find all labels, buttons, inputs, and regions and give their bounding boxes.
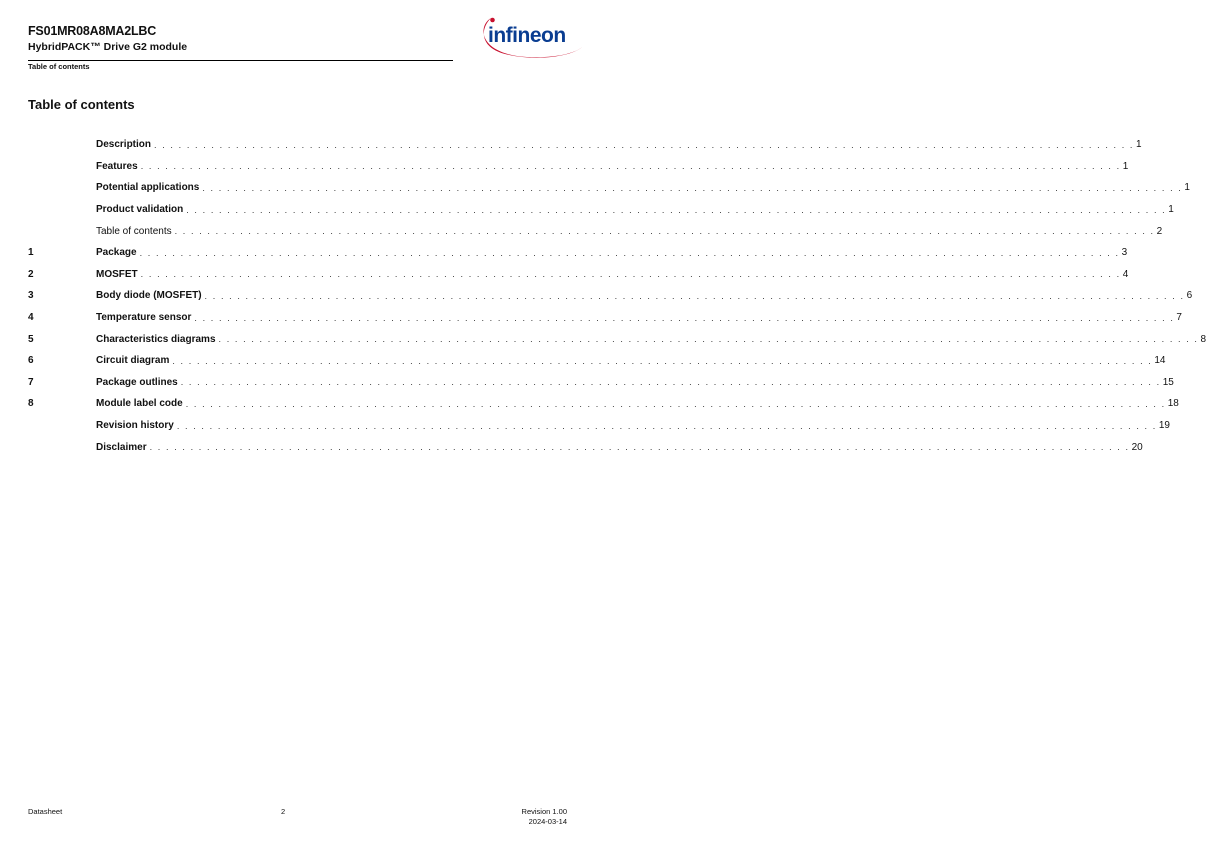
toc-leader-dots: . . . . . . . . . . . . . . . . . . . . . . . . . . . . . . . . . . . . . . . . . . . . . . . . . . . . . . . . . . . . . . . . . . . . . . . . . . . . . . . . . . . . . . . . . . . . . . . . . . . . . . . . . . . . . . . . . . . . . . . . [194,312,1175,323]
toc-entry-label: Module label code [96,398,183,410]
toc-entry-link[interactable] [96,225,1163,237]
toc-entry-link[interactable] [96,204,1174,216]
toc-entry-page: 7 [1176,312,1182,324]
toc-leader-dots: . . . . . . . . . . . . . . . . . . . . . . . . . . . . . . . . . . . . . . . . . . . . . . . . . . . . . . . . . . . . . . . . . . . . . . . . . . . . . . . . . . . . . . . . . . . . . . . . . . . . . . . . . . . . . . . . . . . . . . . . [176,420,1157,431]
toc-entry-label: Circuit diagram [96,355,170,367]
toc-leader-dots: . . . . . . . . . . . . . . . . . . . . . . . . . . . . . . . . . . . . . . . . . . . . . . . . . . . . . . . . . . . . . . . . . . . . . . . . . . . . . . . . . . . . . . . . . . . . . . . . . . . . . . . . . . . . . . . . . . . . . . . . [186,204,1167,215]
toc-entry-label: Temperature sensor [96,312,192,324]
toc-entry-number: 4 [28,312,34,324]
footer-page-number: 2 [281,807,286,816]
toc-entry-label: Product validation [96,204,184,216]
toc-entry-label: Package [96,247,137,259]
toc-entry-link[interactable] [96,398,1179,410]
footer-doc-type: Datasheet [28,807,63,816]
toc-entry-label: Potential applications [96,182,200,194]
toc-entry-label: Characteristics diagrams [96,333,216,345]
toc-entry-label: Description [96,139,152,151]
toc-entry-number: 2 [28,268,34,280]
toc-entry[interactable] [28,134,1142,156]
toc-entry-page: 4 [1122,268,1129,280]
toc-entry-page: 6 [1186,290,1193,302]
toc-entry-page: 1 [1136,139,1142,151]
toc-leader-dots: . . . . . . . . . . . . . . . . . . . . . . . . . . . . . . . . . . . . . . . . . . . . . . . . . . . . . . . . . . . . . . . . . . . . . . . . . . . . . . . . . . . . . . . . . . . . . . . . . . . . . . . . . . . . . . . . . . . . . . . . [154,139,1135,150]
toc-entry-page: 8 [1200,333,1206,345]
toc-entry[interactable] [28,220,1163,242]
toc-entry[interactable] [28,307,1182,329]
product-line: HybridPACK™ Drive G2 module [28,41,188,53]
toc-entry-label: Package outlines [96,376,178,388]
toc-entry[interactable] [28,285,1193,307]
toc-entry-link[interactable] [96,312,1182,324]
toc-entry-number: 8 [28,398,34,410]
toc-entry-page: 3 [1121,247,1128,259]
toc-entry[interactable] [28,177,1190,199]
toc-entry-page: 15 [1162,376,1174,388]
toc-entry-label: MOSFET [96,268,138,280]
toc-entry-number: 6 [28,355,34,367]
header-section-label: Table of contents [28,62,90,71]
toc-entry[interactable] [28,393,1179,415]
toc-entry-link[interactable] [96,160,1129,172]
footer-date: 2024-03-14 [528,817,567,826]
toc-entry-link[interactable] [96,247,1128,259]
toc-entry-page: 19 [1158,420,1170,432]
toc-entry-page: 20 [1131,441,1143,453]
toc-entry-label: Features [96,160,138,172]
toc-entry-label: Revision history [96,420,174,432]
toc-list [28,134,1206,458]
toc-entry[interactable] [28,372,1174,394]
toc-entry-number: 1 [28,247,34,259]
footer-revision: Revision 1.00 [521,807,567,816]
page-header [28,24,453,53]
toc-entry-page: 1 [1122,160,1129,172]
toc-entry-link[interactable] [96,355,1166,367]
toc-leader-dots: . . . . . . . . . . . . . . . . . . . . . . . . . . . . . . . . . . . . . . . . . . . . . . . . . . . . . . . . . . . . . . . . . . . . . . . . . . . . . . . . . . . . . . . . . . . . . . . . . . . . . . . . . . . . . . . . . . . . . . . . [204,290,1185,301]
toc-entry-number: 5 [28,333,34,345]
toc-entry[interactable] [28,328,1206,350]
toc-leader-dots: . . . . . . . . . . . . . . . . . . . . . . . . . . . . . . . . . . . . . . . . . . . . . . . . . . . . . . . . . . . . . . . . . . . . . . . . . . . . . . . . . . . . . . . . . . . . . . . . . . . . . . . . . . . . . . . . . . . . . . . . [149,442,1130,453]
toc-entry-page: 1 [1168,204,1174,216]
toc-entry-label: Table of contents [96,225,172,237]
toc-entry-link[interactable] [96,441,1143,453]
toc-entry-link[interactable] [96,268,1129,280]
part-number: FS01MR08A8MA2LBC [28,24,157,38]
toc-entry[interactable] [28,415,1170,437]
toc-entry-page: 18 [1167,398,1179,410]
toc-leader-dots: . . . . . . . . . . . . . . . . . . . . . . . . . . . . . . . . . . . . . . . . . . . . . . . . . . . . . . . . . . . . . . . . . . . . . . . . . . . . . . . . . . . . . . . . . . . . . . . . . . . . . . . . . . . . . . . . . . . . . . . . [139,247,1120,258]
toc-entry[interactable] [28,242,1128,264]
toc-leader-dots: . . . . . . . . . . . . . . . . . . . . . . . . . . . . . . . . . . . . . . . . . . . . . . . . . . . . . . . . . . . . . . . . . . . . . . . . . . . . . . . . . . . . . . . . . . . . . . . . . . . . . . . . . . . . . . . . . . . . . . . . [174,226,1155,237]
toc-leader-dots: . . . . . . . . . . . . . . . . . . . . . . . . . . . . . . . . . . . . . . . . . . . . . . . . . . . . . . . . . . . . . . . . . . . . . . . . . . . . . . . . . . . . . . . . . . . . . . . . . . . . . . . . . . . . . . . . . . . . . . . . [218,334,1199,345]
logo-wordmark: infineon [488,24,566,47]
toc-leader-dots: . . . . . . . . . . . . . . . . . . . . . . . . . . . . . . . . . . . . . . . . . . . . . . . . . . . . . . . . . . . . . . . . . . . . . . . . . . . . . . . . . . . . . . . . . . . . . . . . . . . . . . . . . . . . . . . . . . . . . . . . [172,355,1153,366]
toc-entry-page: 1 [1184,182,1190,194]
toc-entry-label: Body diode (MOSFET) [96,290,202,302]
toc-leader-dots: . . . . . . . . . . . . . . . . . . . . . . . . . . . . . . . . . . . . . . . . . . . . . . . . . . . . . . . . . . . . . . . . . . . . . . . . . . . . . . . . . . . . . . . . . . . . . . . . . . . . . . . . . . . . . . . . . . . . . . . . [202,182,1183,193]
footer-revision-block [522,807,567,827]
toc-entry[interactable] [28,350,1166,372]
toc-leader-dots: . . . . . . . . . . . . . . . . . . . . . . . . . . . . . . . . . . . . . . . . . . . . . . . . . . . . . . . . . . . . . . . . . . . . . . . . . . . . . . . . . . . . . . . . . . . . . . . . . . . . . . . . . . . . . . . . . . . . . . . . [140,161,1121,172]
toc-entry-link[interactable] [96,139,1142,151]
toc-entry-link[interactable] [96,333,1206,345]
toc-entry[interactable] [28,436,1143,458]
toc-entry-link[interactable] [96,376,1174,388]
toc-leader-dots: . . . . . . . . . . . . . . . . . . . . . . . . . . . . . . . . . . . . . . . . . . . . . . . . . . . . . . . . . . . . . . . . . . . . . . . . . . . . . . . . . . . . . . . . . . . . . . . . . . . . . . . . . . . . . . . . . . . . . . . . [140,269,1121,280]
header-divider [28,60,453,61]
toc-entry-number: 7 [28,376,34,388]
toc-leader-dots: . . . . . . . . . . . . . . . . . . . . . . . . . . . . . . . . . . . . . . . . . . . . . . . . . . . . . . . . . . . . . . . . . . . . . . . . . . . . . . . . . . . . . . . . . . . . . . . . . . . . . . . . . . . . . . . . . . . . . . . . [180,377,1161,388]
infineon-logo [477,12,585,62]
toc-entry-link[interactable] [96,420,1170,432]
toc-entry-link[interactable] [96,182,1190,194]
toc-entry[interactable] [28,199,1174,221]
toc-heading: Table of contents [28,97,135,112]
toc-entry-link[interactable] [96,290,1193,302]
toc-entry[interactable] [28,156,1129,178]
toc-entry-number: 3 [28,290,34,302]
toc-entry-label: Disclaimer [96,441,147,453]
toc-leader-dots: . . . . . . . . . . . . . . . . . . . . . . . . . . . . . . . . . . . . . . . . . . . . . . . . . . . . . . . . . . . . . . . . . . . . . . . . . . . . . . . . . . . . . . . . . . . . . . . . . . . . . . . . . . . . . . . . . . . . . . . . [185,398,1166,409]
toc-entry-page: 2 [1156,225,1163,237]
toc-entry-page: 14 [1154,355,1166,367]
toc-entry[interactable] [28,264,1129,286]
